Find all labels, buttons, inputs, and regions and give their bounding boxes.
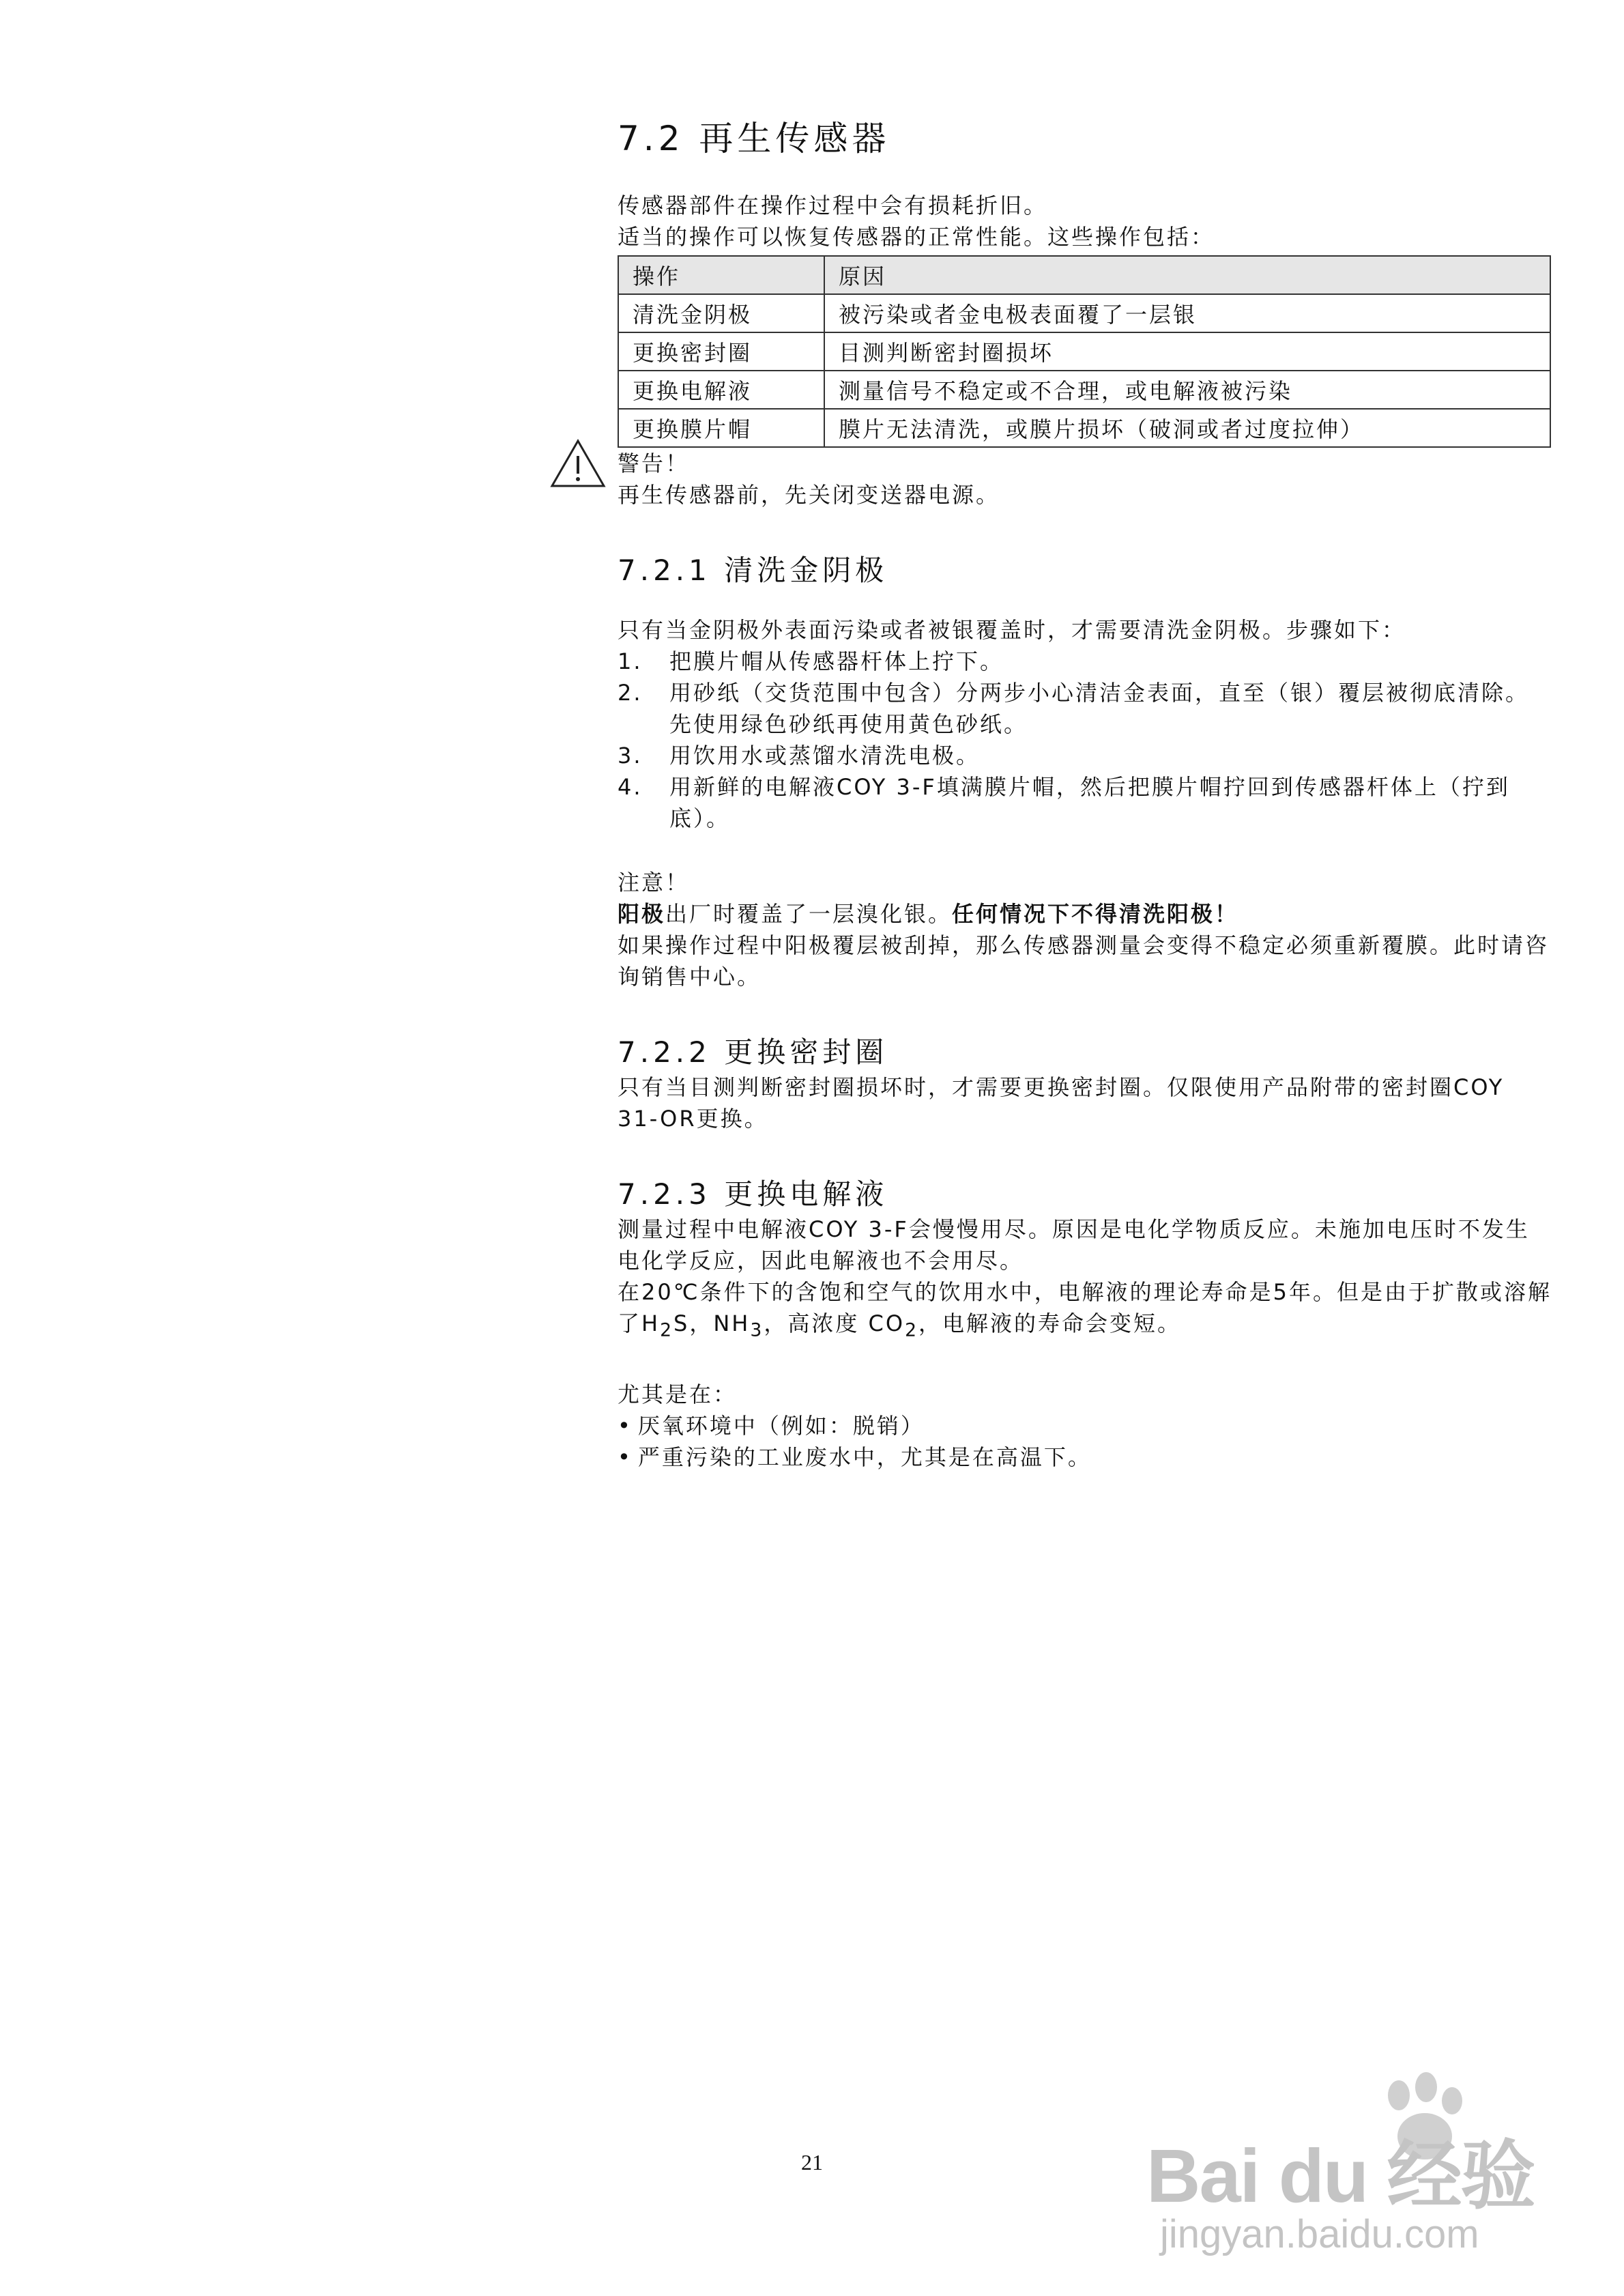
intro-line-2: 适当的操作可以恢复传感器的正常性能。这些操作包括：	[618, 224, 1215, 250]
table-header-operation: 操作	[618, 256, 824, 294]
section-title-7-2: 7.2 再生传感器	[618, 119, 890, 158]
para2-part-a: 在20℃条件下的含饱和空气的饮用水中，电解液的理论寿命是5年。但是由于扩散或溶解了H	[618, 1279, 1552, 1336]
baidu-watermark	[1146, 2068, 1556, 2273]
list-item	[618, 771, 1552, 834]
subscript-nh3: 3	[750, 1319, 764, 1341]
step-number: 2.	[618, 680, 643, 706]
electrolyte-para-2	[618, 1276, 1552, 1346]
clean-cathode-intro: 只有当金阴极外表面污染或者被银覆盖时，才需要清洗金阴极。步骤如下：	[618, 617, 1406, 643]
step-text: 把膜片帽从传感器杆体上拧下。	[669, 648, 1004, 674]
section-title-7-2-1: 7.2.1 清洗金阴极	[618, 554, 888, 587]
section-title-7-2-2: 7.2.2 更换密封圈	[618, 1035, 888, 1069]
table-cell-operation: 更换密封圈	[618, 332, 824, 371]
table-cell-reason: 被污染或者金电极表面覆了一层银	[824, 294, 1550, 332]
bullet-text: 严重污染的工业废水中，尤其是在高温下。	[637, 1444, 1092, 1471]
watermark-url: jingyan.baidu.com	[1160, 2212, 1479, 2256]
table-cell-reason: 膜片无法清洗，或膜片损坏（破洞或者过度拉伸）	[824, 409, 1550, 447]
note-bold-warning: 任何情况下不得清洗阳极！	[952, 901, 1239, 927]
note-bold-anode: 阳极	[618, 901, 666, 927]
table-cell-operation: 更换电解液	[618, 371, 824, 409]
bullet-icon: •	[618, 1444, 633, 1471]
watermark-brand: Bai du 经验	[1146, 2134, 1535, 2218]
table-cell-reason: 测量信号不稳定或不合理，或电解液被污染	[824, 371, 1550, 409]
table-row	[618, 332, 1550, 371]
clean-cathode-steps	[618, 646, 1552, 834]
electrolyte-para-1: 测量过程中电解液COY 3-F会慢慢用尽。原因是电化学物质反应。未施加电压时不发生电化学反应，因此电解液也不会用尽。	[618, 1216, 1530, 1274]
para2-part-c: ，高浓度 CO	[764, 1310, 905, 1336]
para2-part-b: S，NH	[673, 1310, 751, 1336]
step-number: 1.	[618, 648, 643, 674]
step-number: 3.	[618, 743, 643, 769]
table-header-reason: 原因	[824, 256, 1550, 294]
warning-block	[618, 448, 1552, 511]
operations-table	[618, 255, 1551, 448]
list-item	[618, 740, 1552, 771]
section-title-7-2-3: 7.2.3 更换电解液	[618, 1177, 888, 1211]
note-text: 如果操作过程中阳极覆层被刮掉，那么传感器测量会变得不稳定必须重新覆膜。此时请咨询销售中心。	[618, 932, 1550, 990]
note-line-1	[618, 898, 1552, 930]
subscript-co2: 2	[905, 1319, 919, 1341]
step-text: 用新鲜的电解液COY 3-F填满膜片帽，然后把膜片帽拧回到传感器杆体上（拧到底）。	[669, 774, 1510, 831]
step-text: 用砂纸（交货范围中包含）分两步小心清洁金表面，直至（银）覆层被彻底清除。先使用绿色砂纸再使用黄色砂纸。	[669, 680, 1530, 737]
warning-icon	[549, 438, 607, 489]
list-item	[618, 677, 1552, 740]
table-row	[618, 294, 1550, 332]
note-title: 注意！	[618, 870, 690, 895]
warning-title: 警告！	[618, 450, 690, 476]
table-row	[618, 409, 1550, 447]
page-number: 21	[801, 2150, 823, 2175]
list-item	[618, 646, 1552, 677]
subscript-h2s: 2	[660, 1319, 674, 1341]
bullet-text: 厌氧环境中（例如：脱销）	[637, 1413, 925, 1439]
bullet-icon: •	[618, 1413, 633, 1439]
conditions-list	[618, 1410, 1552, 1473]
especially-label: 尤其是在：	[618, 1381, 738, 1408]
table-cell-operation: 更换膜片帽	[618, 409, 824, 447]
step-text: 用饮用水或蒸馏水清洗电极。	[669, 743, 981, 769]
table-header-row	[618, 256, 1550, 294]
table-cell-operation: 清洗金阴极	[618, 294, 824, 332]
list-item	[618, 1410, 1552, 1441]
page-content	[618, 116, 1552, 1473]
seal-ring-text: 只有当目测判断密封圈损坏时，才需要更换密封圈。仅限使用产品附带的密封圈COY 31-OR更换。	[618, 1074, 1505, 1132]
list-item	[618, 1441, 1552, 1473]
note-mid-text: 出厂时覆盖了一层溴化银。	[665, 901, 953, 927]
warning-text: 再生传感器前，先关闭变送器电源。	[618, 482, 1000, 508]
step-number: 4.	[618, 774, 643, 800]
intro-line-1: 传感器部件在操作过程中会有损耗折旧。	[618, 192, 1048, 218]
para2-part-d: ，电解液的寿命会变短。	[918, 1310, 1182, 1336]
table-cell-reason: 目测判断密封圈损坏	[824, 332, 1550, 371]
table-row	[618, 371, 1550, 409]
